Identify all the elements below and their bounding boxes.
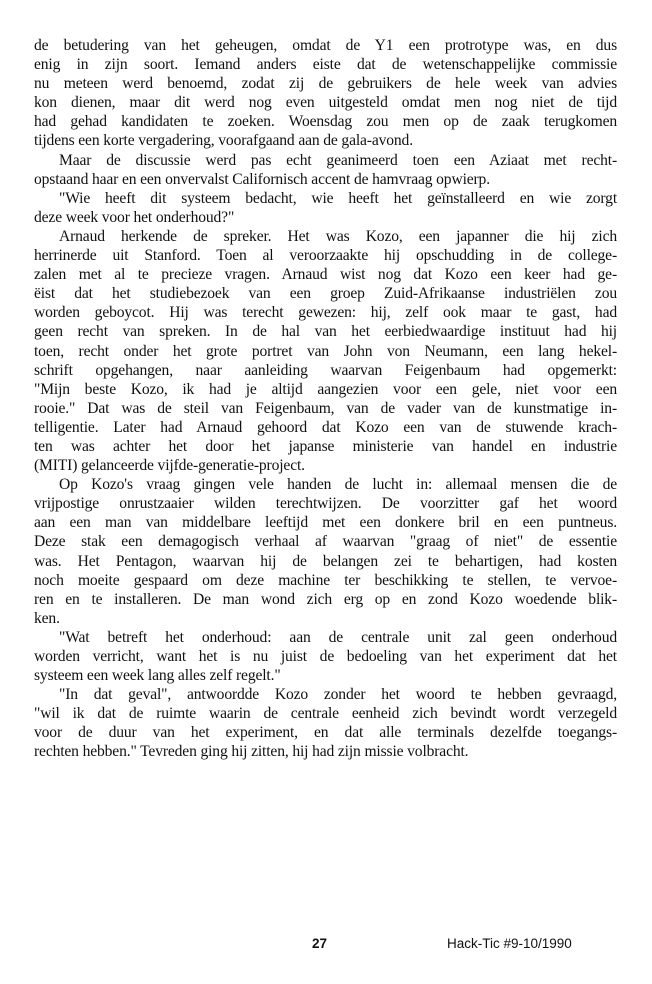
text-line: opstaand haar en een onvervalst Californisch accent de hamvraag opwierp. xyxy=(34,170,490,188)
text-line: voor de duur van het experiment, en dat alle terminals dezelfde toegangs- xyxy=(34,724,617,742)
paragraph xyxy=(34,475,617,628)
text-line: herrinerde uit Stanford. Toen al veroorzaakte hij opschudding in de college- xyxy=(34,247,617,265)
text-line: de betudering van het geheugen, omdat de Y1 een protrotype was, en dus xyxy=(34,37,617,54)
text-line: kon dienen, maar dit werd nog even uitgesteld omdat men nog niet de tijd xyxy=(34,94,617,112)
text-line: Maar de discussie werd pas echt geanimeerd toen een Aziaat met recht- xyxy=(59,151,617,169)
text-line: (MITI) gelanceerde vijfde-generatie-project. xyxy=(34,457,305,475)
text-line: rooie." Dat was de steil van Feigenbaum, van de vader van de kunstmatige in- xyxy=(34,399,617,417)
paragraph xyxy=(34,36,617,151)
text-line: was. Het Pentagon, waarvan hij de belangen zei te behartigen, had kosten xyxy=(34,552,617,570)
text-line: geen recht van spreken. In de hal van het eerbiedwaardige instituut had hij xyxy=(34,323,617,341)
text-line: Arnaud herkende de spreker. Het was Kozo, een japanner die hij zich xyxy=(59,227,617,245)
text-line: Op Kozo's vraag gingen vele handen de lucht in: allemaal mensen die de xyxy=(59,476,617,494)
text-line: ëist dat het studiebezoek van een groep Zuid-Afrikaanse industriëlen zou xyxy=(34,285,617,303)
text-line: systeem een week lang alles zelf regelt." xyxy=(34,667,281,685)
text-line: enig in zijn soort. Iemand anders eiste dat de wetenschappelijke commissie xyxy=(34,56,617,74)
text-line: toen, recht onder het grote portret van John von Neumann, een lang hekel- xyxy=(34,342,617,360)
text-line: tijdens een korte vergadering, voorafgaand aan de gala-avond. xyxy=(34,132,413,150)
text-line: "Wie heeft dit systeem bedacht, wie heeft het geïnstalleerd en wie zorgt xyxy=(59,189,617,207)
text-line: ten was achter het door het japanse ministerie van handel en industrie xyxy=(34,437,617,455)
text-line: ren en te installeren. De man wond zich erg op en zond Kozo woedende blik- xyxy=(34,590,617,608)
text-line: "Mijn beste Kozo, ik had je altijd aangezien voor een gele, niet voor een xyxy=(34,380,617,398)
text-line: zalen met al te precieze vragen. Arnaud wist nog dat Kozo een keer had ge- xyxy=(34,266,617,284)
text-line: noch moeite gespaard om deze machine ter beschikking te stellen, te vervoe- xyxy=(34,571,617,589)
text-line: had gehad kandidaten te zoeken. Woensdag zou men op de zaak terugkomen xyxy=(34,113,617,131)
journal-issue: Hack-Tic #9-10/1990 xyxy=(447,936,572,951)
text-line: ken. xyxy=(34,609,60,627)
text-line: worden geboycot. Hij was terecht gewezen: hij, zelf ook maar te gast, had xyxy=(34,304,617,322)
text-line: aan een man van middelbare leeftijd met een donkere bril en een puntneus. xyxy=(34,514,617,532)
page-number: 27 xyxy=(312,936,328,951)
text-line: "Wat betreft het onderhoud: aan de centrale unit zal geen onderhoud xyxy=(59,628,617,646)
paragraph xyxy=(34,628,617,685)
paragraph xyxy=(34,227,617,475)
text-line: rechten hebben." Tevreden ging hij zitten, hij had zijn missie volbracht. xyxy=(34,743,469,761)
paragraph xyxy=(34,189,617,227)
text-line: worden verricht, want het is nu juist de bedoeling van het experiment dat het xyxy=(34,648,617,665)
text-line: "wil ik dat de ruimte waarin de centrale eenheid zich bevindt wordt verzegeld xyxy=(34,705,617,723)
text-line: telligentie. Later had Arnaud gehoord dat Kozo een van de stuwende krach- xyxy=(34,418,617,436)
text-line: schrift opgehangen, naar aanleiding waarvan Feigenbaum had opgemerkt: xyxy=(34,361,617,379)
text-line: vrijpostige onrustzaaier wilden terechtwijzen. De voorzitter gaf het woord xyxy=(34,495,617,513)
text-line: deze week voor het onderhoud?" xyxy=(34,208,235,226)
text-line: nu meteen werd benoemd, zodat zij de gebruikers de hele week van advies xyxy=(34,75,617,93)
paragraph xyxy=(34,685,617,761)
paragraph xyxy=(34,151,617,189)
text-line: "In dat geval", antwoordde Kozo zonder het woord te hebben gevraagd, xyxy=(59,686,617,704)
document-body xyxy=(34,36,617,762)
text-line: Deze stak een demagogisch verhaal af waarvan "graag of niet" de essentie xyxy=(34,533,617,551)
